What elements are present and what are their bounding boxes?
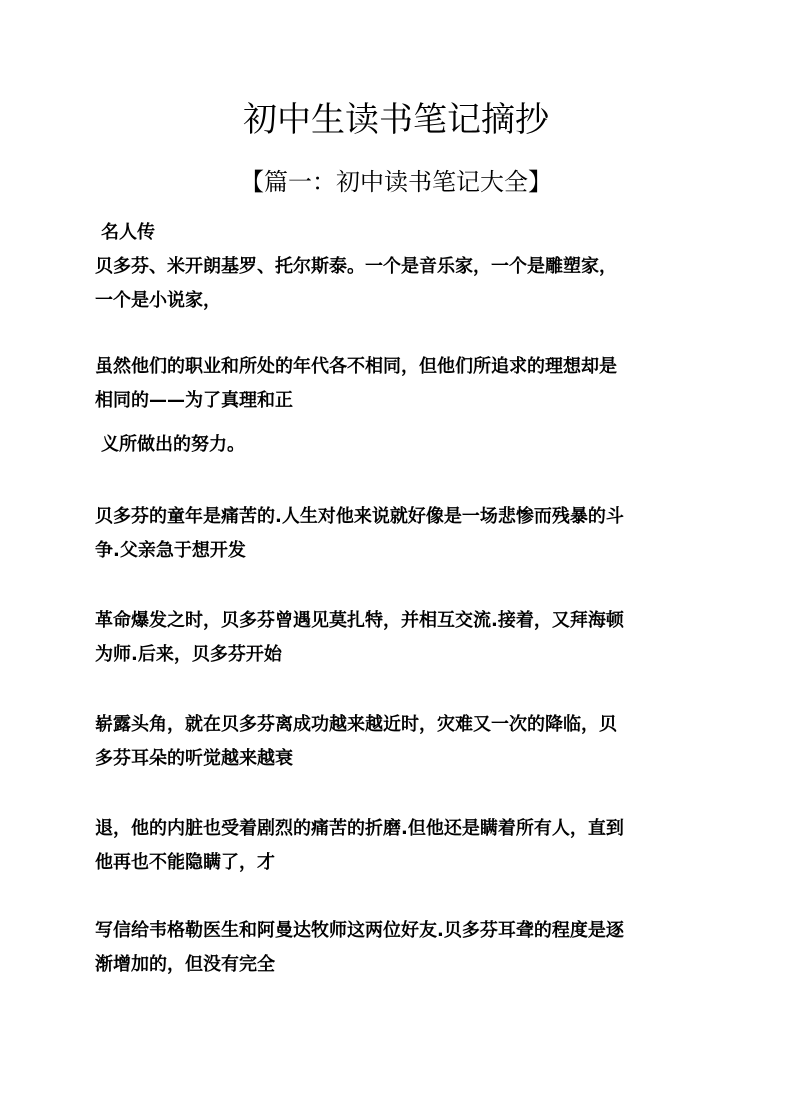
- text-line: 虽然他们的职业和所处的年代各不相同，但他们所追求的理想却是: [95, 356, 617, 377]
- text-line: 为师.后来，贝多芬开始: [95, 644, 282, 665]
- page-title: 初中生读书笔记摘抄: [243, 100, 549, 140]
- text-line: 他再也不能隐瞒了，才: [95, 852, 275, 873]
- text-line: 崭露头角，就在贝多芬离成功越来越近时，灾难又一次的降临，贝: [95, 714, 617, 735]
- text-line: 贝多芬、米开朗基罗、托尔斯泰。一个是音乐家，一个是雕塑家，: [95, 256, 617, 277]
- text-line: 写信给韦格勒医生和阿曼达牧师这两位好友.贝多芬耳聋的程度是逐: [95, 920, 624, 941]
- paragraph: [95, 350, 695, 418]
- paragraph: [95, 914, 695, 982]
- text-line: 多芬耳朵的听觉越来越衰: [95, 748, 293, 769]
- text-line: 争.父亲急于想开发: [95, 540, 246, 561]
- text-line: 渐增加的，但没有完全: [95, 954, 275, 975]
- text-line: 相同的——为了真理和正: [95, 390, 293, 411]
- paragraph: [95, 428, 701, 462]
- text-line: 革命爆发之时，贝多芬曾遇见莫扎特，并相互交流.接着，又拜海顿: [95, 610, 624, 631]
- paragraph: [95, 250, 695, 318]
- text-line: 名人传: [101, 222, 155, 243]
- paragraph: [95, 812, 695, 880]
- paragraph: [95, 604, 695, 672]
- text-line: 义所做出的努力。: [101, 434, 245, 455]
- section-heading: 【篇一：初中读书笔记大全】: [240, 168, 552, 196]
- paragraph: [95, 708, 695, 776]
- text-line: 一个是小说家，: [95, 290, 221, 311]
- paragraph: [95, 500, 695, 568]
- paragraph-book-title: [95, 216, 701, 250]
- text-line: 贝多芬的童年是痛苦的.人生对他来说就好像是一场悲惨而残暴的斗: [95, 506, 624, 527]
- text-line: 退，他的内脏也受着剧烈的痛苦的折磨.但他还是瞒着所有人，直到: [95, 818, 624, 839]
